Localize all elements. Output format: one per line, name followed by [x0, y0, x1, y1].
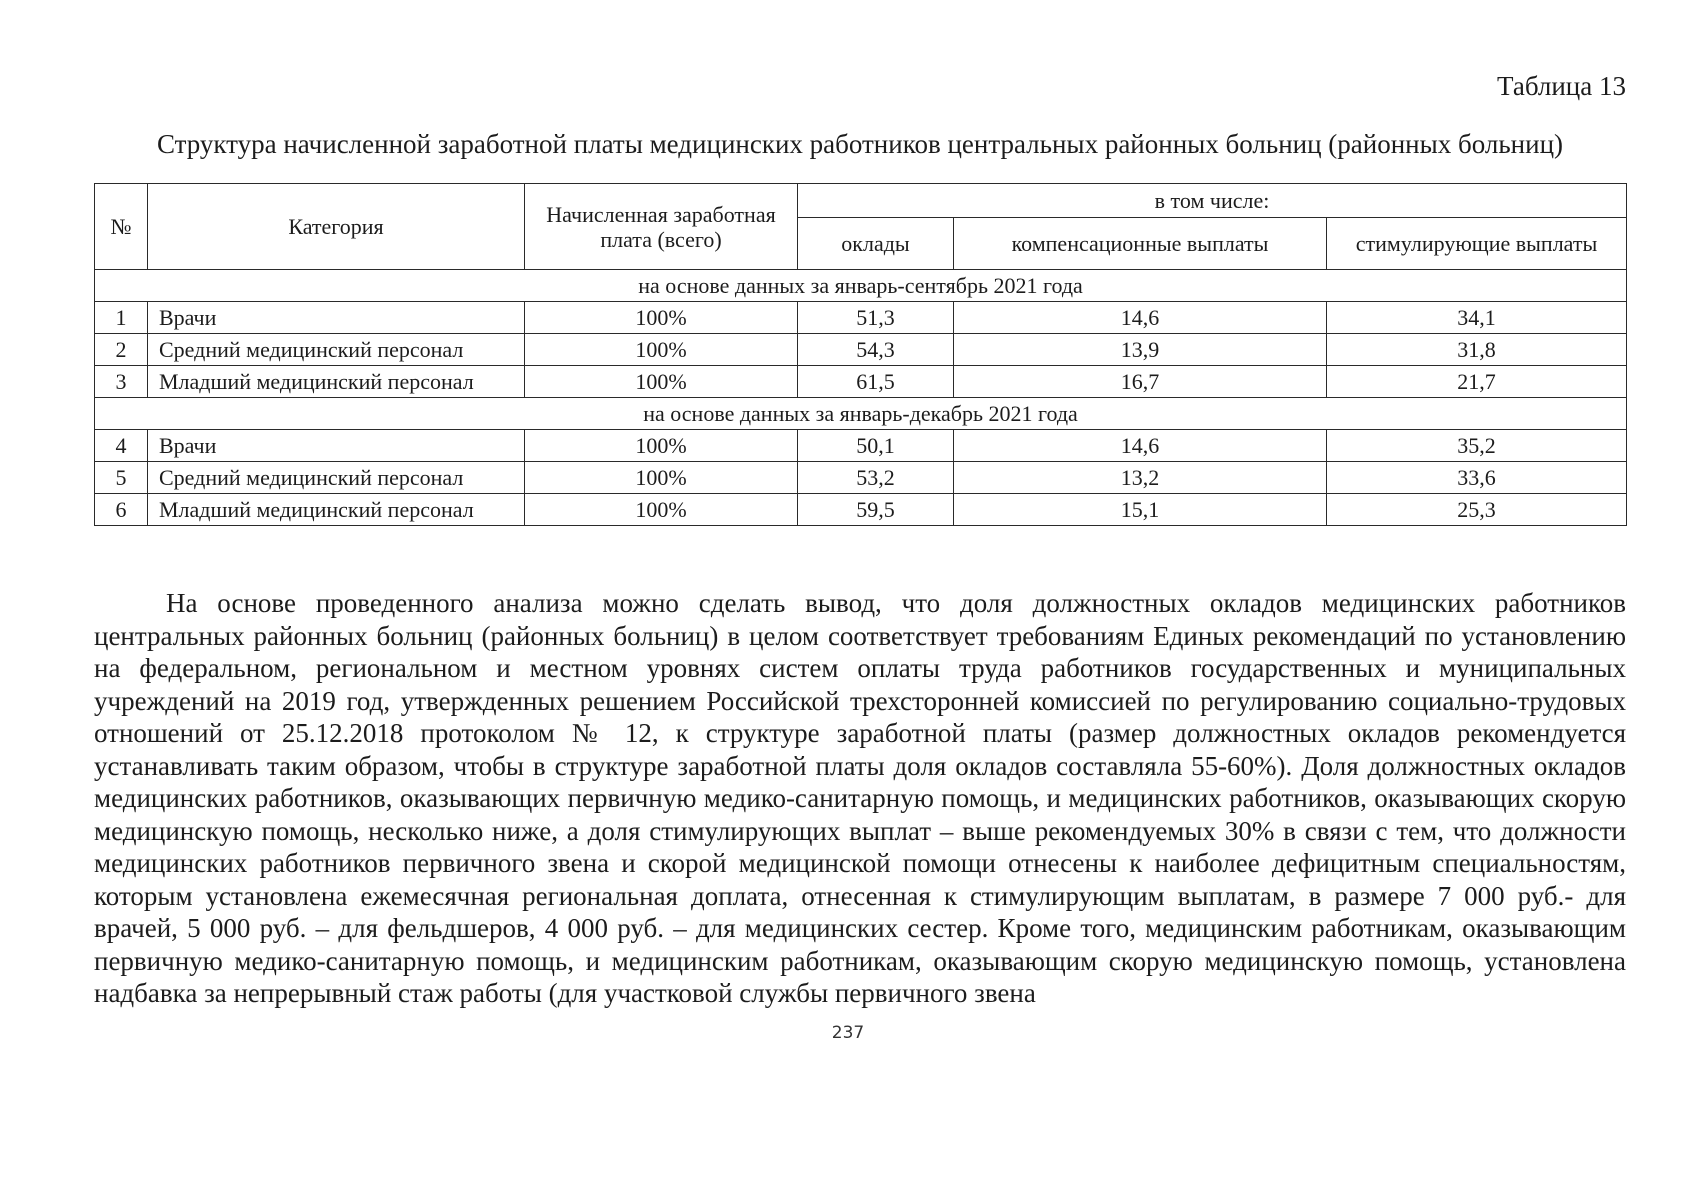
section-row	[95, 398, 1627, 430]
row-num: 1	[95, 302, 148, 334]
header-total: Начисленная заработная плата (всего)	[525, 184, 798, 270]
row-category: Младший медицинский персонал	[148, 366, 525, 398]
table-title: Структура начисленной заработной платы медицинских работников центральных районных больниц (районных больниц)	[156, 129, 1564, 159]
row-salaries: 59,5	[798, 494, 954, 526]
section-row	[95, 270, 1627, 302]
row-total: 100%	[525, 334, 798, 366]
row-total: 100%	[525, 430, 798, 462]
row-num: 5	[95, 462, 148, 494]
row-num: 6	[95, 494, 148, 526]
row-salaries: 51,3	[798, 302, 954, 334]
row-compensation: 13,9	[954, 334, 1327, 366]
table-row	[95, 462, 1627, 494]
header-salaries: оклады	[798, 218, 954, 270]
row-incentive: 35,2	[1327, 430, 1627, 462]
row-salaries: 50,1	[798, 430, 954, 462]
table-number: Таблица 13	[1497, 71, 1626, 101]
row-total: 100%	[525, 462, 798, 494]
row-category: Младший медицинский персонал	[148, 494, 525, 526]
row-salaries: 61,5	[798, 366, 954, 398]
row-num: 3	[95, 366, 148, 398]
table-row	[95, 366, 1627, 398]
table-row	[95, 302, 1627, 334]
row-compensation: 16,7	[954, 366, 1327, 398]
row-category: Средний медицинский персонал	[148, 334, 525, 366]
header-num: №	[95, 184, 148, 270]
body-paragraph: На основе проведенного анализа можно сделать вывод, что доля должностных окладов медицинских работников центральных районных больниц (районных больниц) в целом соответствует требованиям Единых рекомендаций по установлению на федеральном, региональном и местном уровнях систем оплаты труда работников государственных и муниципальных учреждений на 2019 год, утвержденных решением Российской трехсторонней комиссией по регулированию социально-трудовых отношений от 25.12.2018 протоколом № 12, к структуре заработной платы (размер должностных окладов рекомендуется устанавливать таким образом, чтобы в структуре заработной платы доля окладов составляла 55-60%). Доля должностных окладов медицинских работников, оказывающих первичную медико-санитарную помощь, и медицинских работников, оказывающих скорую медицинскую помощь, несколько ниже, а доля стимулирующих выплат – выше рекомендуемых 30% в связи с тем, что должности медицинских работников первичного звена и скорой медицинской помощи отнесены к наиболее дефицитным специальностям, которым установлена ежемесячная региональная доплата, отнесенная к стимулирующим выплатам, в размере 7 000 руб.- для врачей, 5 000 руб. – для фельдшеров, 4 000 руб. – для медицинских сестер. Кроме того, медицинским работникам, оказывающим первичную медико-санитарную помощь, и медицинским работникам, оказывающим скорую медицинскую помощь, установлена надбавка за непрерывный стаж работы (для участковой службы первичного звена	[94, 588, 1626, 1008]
table-header-row	[95, 184, 1627, 218]
section-label: на основе данных за январь-сентябрь 2021 года	[95, 270, 1627, 302]
row-num: 2	[95, 334, 148, 366]
header-including: в том числе:	[798, 184, 1627, 218]
row-total: 100%	[525, 302, 798, 334]
row-incentive: 31,8	[1327, 334, 1627, 366]
salary-structure-table	[94, 183, 1627, 526]
row-num: 4	[95, 430, 148, 462]
row-compensation: 14,6	[954, 430, 1327, 462]
row-compensation: 13,2	[954, 462, 1327, 494]
table-row	[95, 430, 1627, 462]
row-incentive: 21,7	[1327, 366, 1627, 398]
row-total: 100%	[525, 494, 798, 526]
header-compensation: компенсационные выплаты	[954, 218, 1327, 270]
row-compensation: 14,6	[954, 302, 1327, 334]
row-salaries: 54,3	[798, 334, 954, 366]
header-category: Категория	[148, 184, 525, 270]
row-category: Врачи	[148, 430, 525, 462]
row-incentive: 25,3	[1327, 494, 1627, 526]
table-row	[95, 334, 1627, 366]
row-category: Средний медицинский персонал	[148, 462, 525, 494]
row-incentive: 34,1	[1327, 302, 1627, 334]
row-total: 100%	[525, 366, 798, 398]
row-category: Врачи	[148, 302, 525, 334]
row-salaries: 53,2	[798, 462, 954, 494]
table-row	[95, 494, 1627, 526]
row-compensation: 15,1	[954, 494, 1327, 526]
header-incentive: стимулирующие выплаты	[1327, 218, 1627, 270]
page-number: 237	[831, 1023, 865, 1043]
section-label: на основе данных за январь-декабрь 2021 года	[95, 398, 1627, 430]
row-incentive: 33,6	[1327, 462, 1627, 494]
